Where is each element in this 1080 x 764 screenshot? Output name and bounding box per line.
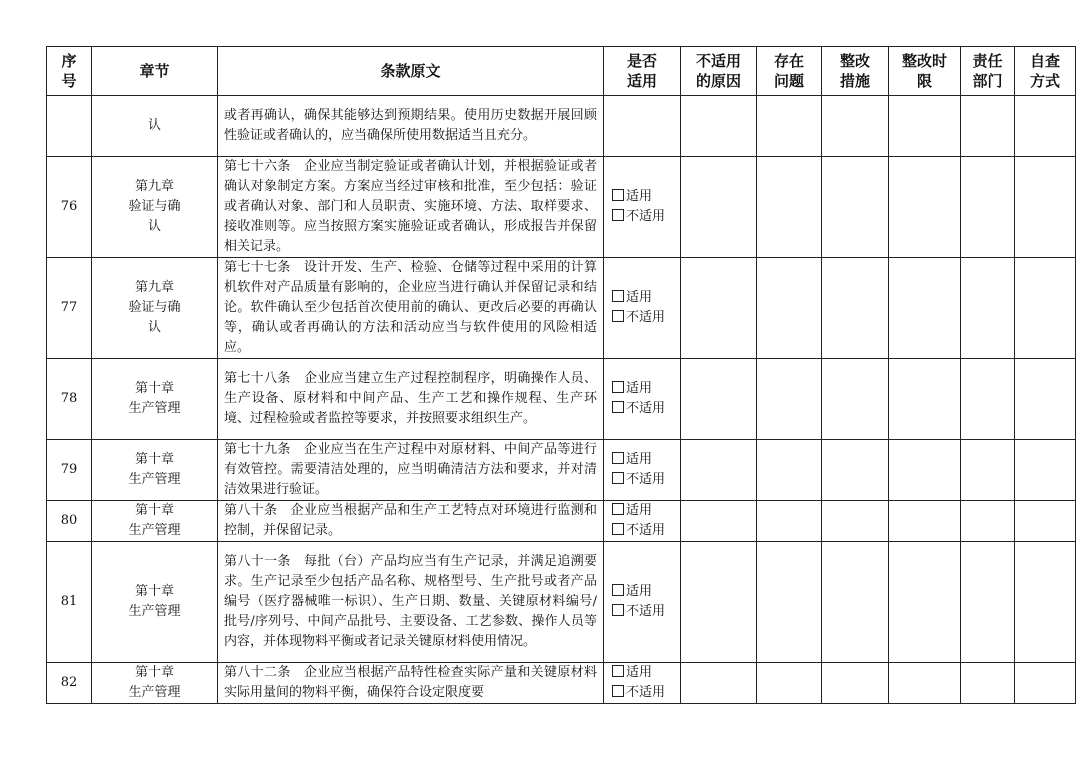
- chapter-line: 认: [147, 118, 161, 133]
- not-applicable-checkbox-option[interactable]: [612, 521, 680, 541]
- not-applicable-checkbox-label: 不适用: [626, 401, 666, 416]
- remediation-cell[interactable]: [822, 501, 889, 542]
- chapter-cell: [92, 258, 218, 359]
- not-applicable-checkbox[interactable]: [612, 401, 624, 413]
- chapter-cell: [92, 440, 218, 501]
- deadline-cell[interactable]: [889, 663, 961, 704]
- deadline-cell[interactable]: [889, 440, 961, 501]
- table-row: [47, 440, 1076, 501]
- na-reason-cell[interactable]: [681, 96, 757, 157]
- clause-text: 第七十八条 企业应当建立生产过程控制程序，明确操作人员、生产设备、原材料和中间产品、生产工艺和操作规程、生产环境、过程检验或者监控等要求，并按照要求组织生产。: [218, 359, 604, 440]
- applicable-checkbox-option[interactable]: [612, 450, 680, 470]
- clause-text: 第七十九条 企业应当在生产过程中对原材料、中间产品等进行有效管控。需要清洁处理的，应当明确清洁方法和要求，并对清洁效果进行验证。: [218, 440, 604, 501]
- applicable-checkbox-label: 适用: [626, 503, 653, 518]
- not-applicable-checkbox-label: 不适用: [626, 685, 666, 700]
- row-number: 82: [47, 663, 92, 704]
- deadline-cell[interactable]: [889, 258, 961, 359]
- header-line: 条款原文: [380, 62, 441, 80]
- header-cell: [92, 47, 218, 96]
- chapter-cell: [92, 96, 218, 157]
- applicability-cell: [604, 96, 681, 157]
- chapter-line: 第十章: [134, 452, 174, 467]
- na-reason-cell[interactable]: [681, 501, 757, 542]
- row-number: 78: [47, 359, 92, 440]
- header-line: 章节: [139, 62, 170, 80]
- method-cell[interactable]: [1015, 359, 1076, 440]
- chapter-cell: [92, 663, 218, 704]
- na-reason-cell[interactable]: [681, 542, 757, 663]
- not-applicable-checkbox-option[interactable]: [612, 602, 680, 622]
- not-applicable-checkbox-label: 不适用: [626, 472, 666, 487]
- applicable-checkbox-label: 适用: [626, 381, 653, 396]
- department-cell[interactable]: [961, 157, 1015, 258]
- department-cell[interactable]: [961, 501, 1015, 542]
- chapter-line: 生产管理: [128, 472, 181, 487]
- table-row: [47, 258, 1076, 359]
- not-applicable-checkbox-label: 不适用: [626, 604, 666, 619]
- not-applicable-checkbox[interactable]: [612, 685, 624, 697]
- method-cell[interactable]: [1015, 501, 1076, 542]
- header-line: 号: [61, 72, 77, 90]
- remediation-cell[interactable]: [822, 542, 889, 663]
- header-cell: [218, 47, 604, 96]
- header-line: 不适用: [695, 52, 741, 70]
- department-cell[interactable]: [961, 96, 1015, 157]
- method-cell[interactable]: [1015, 440, 1076, 501]
- table-row: [47, 542, 1076, 663]
- applicable-checkbox-option[interactable]: [612, 582, 680, 602]
- header-line: 适用: [626, 72, 657, 90]
- issue-cell[interactable]: [757, 157, 822, 258]
- applicable-checkbox-option[interactable]: [612, 663, 680, 683]
- header-cell: [889, 47, 961, 96]
- issue-cell[interactable]: [757, 359, 822, 440]
- header-line: 措施: [839, 72, 870, 90]
- chapter-line: 第十章: [134, 503, 174, 518]
- issue-cell[interactable]: [757, 258, 822, 359]
- header-line: 方式: [1029, 72, 1060, 90]
- applicable-checkbox[interactable]: [612, 452, 624, 464]
- chapter-line: 验证与确: [128, 300, 181, 315]
- chapter-line: 第十章: [134, 381, 174, 396]
- department-cell[interactable]: [961, 258, 1015, 359]
- method-cell[interactable]: [1015, 258, 1076, 359]
- row-number: [47, 96, 92, 157]
- applicable-checkbox[interactable]: [612, 584, 624, 596]
- table-row: [47, 663, 1076, 704]
- not-applicable-checkbox[interactable]: [612, 523, 624, 535]
- not-applicable-checkbox-option[interactable]: [612, 207, 680, 227]
- issue-cell[interactable]: [757, 542, 822, 663]
- not-applicable-checkbox-label: 不适用: [626, 523, 666, 538]
- row-number: 79: [47, 440, 92, 501]
- chapter-line: 第九章: [134, 179, 174, 194]
- applicable-checkbox-option[interactable]: [612, 187, 680, 207]
- applicability-cell: [604, 440, 681, 501]
- deadline-cell[interactable]: [889, 542, 961, 663]
- department-cell[interactable]: [961, 542, 1015, 663]
- not-applicable-checkbox[interactable]: [612, 472, 624, 484]
- issue-cell[interactable]: [757, 96, 822, 157]
- na-reason-cell[interactable]: [681, 663, 757, 704]
- method-cell[interactable]: [1015, 157, 1076, 258]
- applicable-checkbox[interactable]: [612, 381, 624, 393]
- header-cell: [961, 47, 1015, 96]
- table-row: [47, 359, 1076, 440]
- remediation-cell[interactable]: [822, 359, 889, 440]
- not-applicable-checkbox-option[interactable]: [612, 308, 680, 328]
- chapter-line: 验证与确: [128, 199, 181, 214]
- row-number: 76: [47, 157, 92, 258]
- not-applicable-checkbox[interactable]: [612, 604, 624, 616]
- issue-cell[interactable]: [757, 501, 822, 542]
- chapter-cell: [92, 359, 218, 440]
- header-cell: [1015, 47, 1076, 96]
- not-applicable-checkbox-option[interactable]: [612, 399, 680, 419]
- header-line: 是否: [626, 52, 657, 70]
- method-cell[interactable]: [1015, 96, 1076, 157]
- not-applicable-checkbox-label: 不适用: [626, 310, 666, 325]
- na-reason-cell[interactable]: [681, 258, 757, 359]
- header-line: 序: [61, 52, 77, 70]
- header-line: 存在: [773, 52, 804, 70]
- applicable-checkbox[interactable]: [612, 665, 624, 677]
- clause-text: 第八十条 企业应当根据产品和生产工艺特点对环境进行监测和控制，并保留记录。: [218, 501, 604, 542]
- na-reason-cell[interactable]: [681, 440, 757, 501]
- header-cell: [604, 47, 681, 96]
- not-applicable-checkbox-label: 不适用: [626, 209, 666, 224]
- header-line: 整改: [839, 52, 870, 70]
- row-number: 80: [47, 501, 92, 542]
- header-line: 部门: [972, 72, 1003, 90]
- header-line: 的原因: [695, 72, 741, 90]
- chapter-cell: [92, 501, 218, 542]
- deadline-cell[interactable]: [889, 157, 961, 258]
- applicable-checkbox-label: 适用: [626, 584, 653, 599]
- deadline-cell[interactable]: [889, 359, 961, 440]
- header-cell: [47, 47, 92, 96]
- table-row: [47, 157, 1076, 258]
- chapter-line: 第九章: [134, 280, 174, 295]
- remediation-cell[interactable]: [822, 96, 889, 157]
- table-body: [47, 96, 1076, 704]
- clause-text: 或者再确认，确保其能够达到预期结果。使用历史数据开展回顾性验证或者确认的，应当确保所使用数据适当且充分。: [218, 96, 604, 157]
- applicable-checkbox-label: 适用: [626, 665, 653, 680]
- applicability-cell: [604, 359, 681, 440]
- table-row: [47, 96, 1076, 157]
- header-line: 问题: [773, 72, 804, 90]
- applicability-cell: [604, 258, 681, 359]
- method-cell[interactable]: [1015, 663, 1076, 704]
- header-cell: [681, 47, 757, 96]
- header-cell: [757, 47, 822, 96]
- chapter-line: 第十章: [134, 665, 174, 680]
- header-line: 限: [916, 72, 932, 90]
- header-line: 自查: [1029, 52, 1060, 70]
- applicable-checkbox-option[interactable]: [612, 288, 680, 308]
- header-line: 整改时: [901, 52, 947, 70]
- applicable-checkbox-label: 适用: [626, 452, 653, 467]
- not-applicable-checkbox-option[interactable]: [612, 470, 680, 490]
- applicability-cell: [604, 157, 681, 258]
- remediation-cell[interactable]: [822, 258, 889, 359]
- not-applicable-checkbox[interactable]: [612, 209, 624, 221]
- clause-text: 第七十七条 设计开发、生产、检验、仓储等过程中采用的计算机软件对产品质量有影响的，企业应当进行确认并保留记录和结论。软件确认至少包括首次使用前的确认、更改后必要的再确认等，确认或者再确认的方法和活动应当与软件使用的风险相适应。: [218, 258, 604, 359]
- chapter-cell: [92, 157, 218, 258]
- department-cell[interactable]: [961, 359, 1015, 440]
- na-reason-cell[interactable]: [681, 359, 757, 440]
- chapter-line: 生产管理: [128, 604, 181, 619]
- clause-text: 第八十一条 每批（台）产品均应当有生产记录，并满足追溯要求。生产记录至少包括产品名称、规格型号、生产批号或者产品编号（医疗器械唯一标识）、生产日期、数量、关键原材料编号/批号/序列号、中间产品批号、主要设备、工艺参数、操作人员等内容，并体现物料平衡或者记录关键原材料使用情况。: [218, 542, 604, 663]
- applicability-cell: [604, 663, 681, 704]
- deadline-cell[interactable]: [889, 96, 961, 157]
- remediation-cell[interactable]: [822, 663, 889, 704]
- deadline-cell[interactable]: [889, 501, 961, 542]
- clause-text: 第八十二条 企业应当根据产品特性检查实际产量和关键原材料实际用量间的物料平衡，确保符合设定限度要: [218, 663, 604, 704]
- clause-text: 第七十六条 企业应当制定验证或者确认计划，并根据验证或者确认对象制定方案。方案应当经过审核和批准，至少包括：验证或者确认对象、部门和人员职责、实施环境、方法、取样要求、接收准则等。应当按照方案实施验证或者确认，形成报告并保留相关记录。: [218, 157, 604, 258]
- chapter-line: 第十章: [134, 584, 174, 599]
- row-number: 81: [47, 542, 92, 663]
- table-row: [47, 501, 1076, 542]
- header-cell: [822, 47, 889, 96]
- method-cell[interactable]: [1015, 542, 1076, 663]
- applicability-cell: [604, 542, 681, 663]
- applicable-checkbox[interactable]: [612, 503, 624, 515]
- applicable-checkbox-option[interactable]: [612, 501, 680, 521]
- chapter-line: 生产管理: [128, 685, 181, 700]
- not-applicable-checkbox-option[interactable]: [612, 683, 680, 703]
- issue-cell[interactable]: [757, 440, 822, 501]
- chapter-line: 生产管理: [128, 401, 181, 416]
- chapter-cell: [92, 542, 218, 663]
- applicable-checkbox[interactable]: [612, 189, 624, 201]
- row-number: 77: [47, 258, 92, 359]
- not-applicable-checkbox[interactable]: [612, 310, 624, 322]
- applicable-checkbox[interactable]: [612, 290, 624, 302]
- applicable-checkbox-label: 适用: [626, 290, 653, 305]
- remediation-cell[interactable]: [822, 157, 889, 258]
- remediation-cell[interactable]: [822, 440, 889, 501]
- applicable-checkbox-option[interactable]: [612, 379, 680, 399]
- applicability-cell: [604, 501, 681, 542]
- chapter-line: 认: [147, 320, 161, 335]
- issue-cell[interactable]: [757, 663, 822, 704]
- department-cell[interactable]: [961, 663, 1015, 704]
- chapter-line: 生产管理: [128, 523, 181, 538]
- self-inspection-table: [46, 46, 1076, 704]
- chapter-line: 认: [147, 219, 161, 234]
- header-line: 责任: [972, 52, 1003, 70]
- na-reason-cell[interactable]: [681, 157, 757, 258]
- applicable-checkbox-label: 适用: [626, 189, 653, 204]
- header-row: [47, 47, 1076, 96]
- department-cell[interactable]: [961, 440, 1015, 501]
